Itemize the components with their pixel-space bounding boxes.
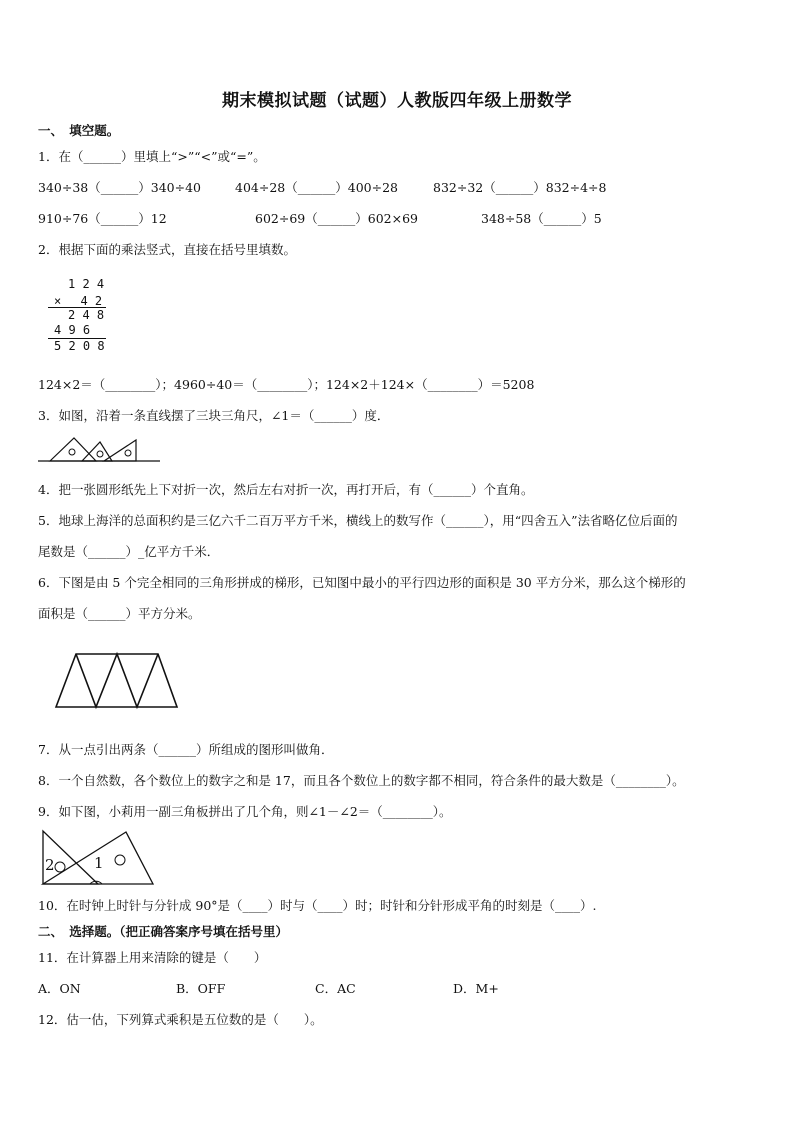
triangle-rulers-figure (38, 432, 163, 464)
section-1-heading: 一、 填空题。 (38, 123, 120, 138)
question-2-text: 2．根据下面的乘法竖式，直接在括号里填数。 (38, 242, 296, 257)
angle-label-2: 2 (45, 856, 55, 874)
question-1d: 910÷76（______）12 (38, 211, 167, 226)
set-square-hole-2 (115, 855, 125, 865)
question-7-text: 7．从一点引出两条（______）所组成的图形叫做角． (38, 742, 334, 757)
page-title: 期末模拟试题（试题）人教版四年级上册数学 (222, 91, 572, 111)
question-5-line-1: 5．地球上海洋的总面积约是三亿六千二百万平方千米，横线上的数写作（______），用“四舍五入”法省略亿位后面的 (38, 513, 678, 528)
angle-label-1: 1 (94, 854, 104, 872)
ruler-hole-3 (125, 450, 131, 456)
question-2-fill-line: 124×2＝（________）；4960÷40＝（________）；124×2＋124×（________）＝5208 (38, 377, 535, 392)
question-1-text: 1．在（______）里填上“>”“<”或“=”。 (38, 149, 266, 164)
question-4-text: 4．把一张圆形纸先上下对折一次，然后左右对折一次，再打开后，有（______）个直角。 (38, 482, 534, 497)
question-1b: 404÷28（______）400÷28 (235, 180, 398, 195)
question-6-line-2: 面积是（______）平方分米。 (38, 606, 201, 621)
trapezoid-outline (56, 654, 177, 707)
trapezoid-figure (56, 653, 178, 708)
question-9-text: 9．如下图，小莉用一副三角板拼出了几个角，则∠1－∠2＝（________）。 (38, 804, 452, 819)
ruler-hole-2 (97, 451, 103, 457)
question-1c: 832÷32（______）832÷4÷8 (433, 180, 607, 195)
question-3-text: 3．如图，沿着一条直线摆了三块三角尺，∠1＝（______）度． (38, 408, 390, 423)
question-1e: 602÷69（______）602×69 (255, 211, 418, 226)
question-1f: 348÷58（______）5 (481, 211, 602, 226)
question-10-text: 10．在时钟上时针与分针成 90°是（____）时与（____）时；时针和分针形成平角的时刻是（____）. (38, 898, 597, 913)
question-6-line-1: 6．下图是由 5 个完全相同的三角形拼成的梯形，已知图中最小的平行四边形的面积是 30 平方分米，那么这个梯形的 (38, 575, 686, 590)
question-11-option-d: D．M+ (453, 981, 499, 996)
section-2-heading: 二、 选择题。（把正确答案序号填在括号里） (38, 924, 289, 939)
question-11-option-a: A．ON (38, 981, 81, 996)
question-11-text: 11．在计算器上用来清除的键是（ ） (38, 950, 267, 965)
vertical-row-product: 5 2 0 8 (54, 339, 105, 353)
vertical-row-multiplier: × 4 2 (54, 294, 103, 308)
set-square-hole-1 (55, 862, 65, 872)
question-12-text: 12．估一估，下列算式乘积是五位数的是（ ）。 (38, 1012, 323, 1027)
ruler-triangle-3 (104, 440, 136, 461)
question-8-text: 8．一个自然数，各个数位上的数字之和是 17，而且各个数位上的数字都不相同，符合条件的最大数是（________）。 (38, 773, 685, 788)
trapezoid-inner-lines (76, 654, 158, 707)
ruler-hole-1 (69, 449, 75, 455)
vertical-row-partial-2: 4 9 6 (54, 323, 91, 337)
question-5-line-2: 尾数是（______）_亿平方千米． (38, 544, 220, 559)
question-1a: 340÷38（______）340÷40 (38, 180, 201, 195)
vertical-row-partial-1: 2 4 8 (68, 308, 105, 322)
question-11-option-b: B．OFF (176, 981, 226, 996)
vertical-row-multiplicand: 1 2 4 (68, 277, 105, 291)
question-11-option-c: C．AC (315, 981, 356, 996)
